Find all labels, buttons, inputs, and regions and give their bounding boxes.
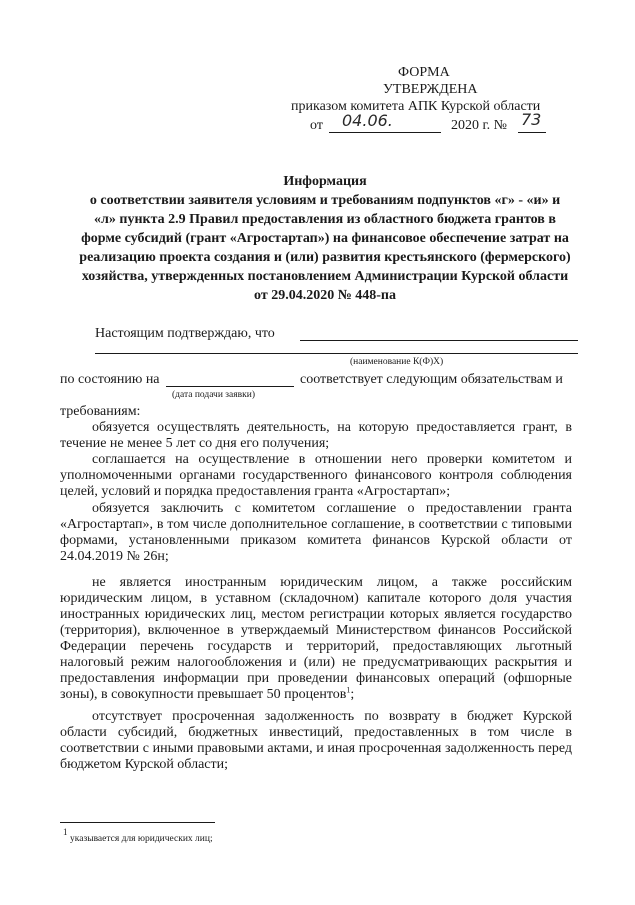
obligation-paragraph-2: соглашается на осуществление в отношении него проверки комитетом и уполномоченными органами государственного финансового контроля соблюдения целей, условий и порядка предоставления гранта «Агростартап»; <box>60 452 572 499</box>
title-line: хозяйства, утвержденных постановлением Администрации Курской области <box>81 269 569 284</box>
handwritten-number: 73 <box>521 110 542 129</box>
obligation-paragraph-1: обязуется осуществлять деятельность, на которую предоставляется грант, в течение не менее 5 лет со дня его получения; <box>60 420 572 451</box>
state-suffix: соответствует следующим обязательствам и <box>300 372 563 387</box>
footnote-text: указывается для юридических лиц; <box>70 834 213 844</box>
kfh-name-line-1 <box>300 340 578 341</box>
obligation-paragraph-4 <box>60 575 572 703</box>
obligation-paragraph-4-text: не является иностранным юридическим лицом, а также российским юридическим лицом, в уставном (складочном) капитале которого доля участия иностранных юридических лиц, местом регистрации которых является государство (территория), включенное в утверждаемый Министерством финансов Российской Федерации перечень государств и территорий, предоставляющих льготный налоговый режим налогообложения и (или) не предусматривающих раскрытия и предоставления информации при проведении финансовых операций (офшорные зоны), в совокупности превышает 50 процентов <box>60 575 572 702</box>
title-heading: Информация <box>283 174 367 189</box>
title-line: о соответствии заявителя условиям и требованиям подпунктов «г» - «и» и <box>89 193 561 208</box>
number-underline <box>518 132 546 133</box>
form-label: ФОРМА <box>398 65 450 80</box>
confirm-intro: Настоящим подтверждаю, что <box>95 326 275 341</box>
footnote-number: 1 <box>63 827 68 837</box>
obligation-paragraph-3: обязуется заключить с комитетом соглашение о предоставлении гранта «Агростартап», в том числе дополнительное соглашение, в соответствии с типовыми формами, установленными приказом комитета финансов Курской области от 24.04.2019 № 26н; <box>60 501 572 564</box>
requirements-label: требованиям: <box>60 404 141 419</box>
state-prefix: по состоянию на <box>60 372 160 387</box>
date-prefix: от <box>310 118 323 133</box>
application-date-line <box>166 386 294 387</box>
footnote-reference: 1 <box>346 685 351 695</box>
kfh-name-line-2 <box>95 353 578 354</box>
date-underline <box>329 132 441 133</box>
year-and-number-label: 2020 г. № <box>451 118 508 133</box>
approved-label: УТВЕРЖДЕНА <box>383 82 478 97</box>
title-line: «л» пункта 2.9 Правил предоставления из областного бюджета грантов в <box>94 212 556 227</box>
obligation-paragraph-5: отсутствует просроченная задолженность по возврату в бюджет Курской области субсидий, бюджетных инвестиций, предоставленных в том числе в соответствии с иными правовыми актами, и иная просроченная задолженность перед бюджетом Курской области; <box>60 709 572 772</box>
footnote-separator <box>60 822 215 823</box>
handwritten-date: 04.06. <box>342 111 393 130</box>
title-line: реализацию проекта создания и (или) развития крестьянского (фермерского) <box>79 250 571 265</box>
obligation-paragraph-4-end: ; <box>350 687 355 702</box>
title-line: от 29.04.2020 № 448-па <box>254 288 396 303</box>
order-line: приказом комитета АПК Курской области <box>291 99 541 114</box>
kfh-name-caption: (наименование К(Ф)Х) <box>350 357 444 367</box>
title-line: форме субсидий (грант «Агростартап») на финансовое обеспечение затрат на <box>81 231 569 246</box>
document-title <box>55 172 595 305</box>
application-date-caption: (дата подачи заявки) <box>172 390 255 400</box>
